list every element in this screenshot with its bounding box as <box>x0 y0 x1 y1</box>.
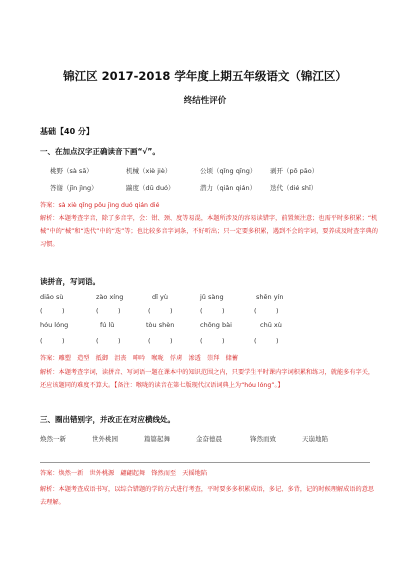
q2-heading: 读拼音，写词语。 <box>40 277 100 286</box>
q2-pinyin: zào xíng <box>96 293 124 301</box>
q1-row1-item: 机械（xiè jiè） <box>126 167 172 175</box>
q1-analysis: 解析：本题考查字音，除了多音字，会：钳、颈、度等易混，本题所涉及的容易读错字，前置须注意；也需平时多积累；“机械”中的“械”和“迭代”中的“迭”等；也比较多音字词条，不好听出；只一定要多积累，遇到不会的字词，要养成及时查字典的习惯。 <box>40 215 378 248</box>
q3-word: 世外桃园 <box>92 435 118 443</box>
answer-blank: ( ) <box>254 337 279 345</box>
q3-analysis: 解析：本题考查成语书写，以综合错题的学的方式进行考查，平时要多多积累成语，多记、多背，记的时候理解成语的意思去理解。 <box>40 486 375 506</box>
q2-answer: 答案：雕塑 造型 抵御 沮丧 呻吟 喉咙 俘虏 渗透 崇拜 储蓄 <box>40 355 238 362</box>
q3-word: 天崩地陷 <box>302 435 328 443</box>
answer-blank: ( ) <box>148 307 173 315</box>
answer-line <box>40 462 370 463</box>
q3-word: 焕然一新 <box>40 435 66 443</box>
q2-pinyin: fú lǔ <box>100 321 115 329</box>
answer-blank: ( ) <box>40 337 65 345</box>
q1-row2-item: 潜力（qiǎn qián） <box>200 184 257 192</box>
q2-pinyin: hóu lóng <box>40 321 69 329</box>
document-title: 锦江区 2017-2018 学年度上期五年级语文（锦江区） <box>63 69 347 83</box>
q3-word: 金奋德晨 <box>196 435 222 443</box>
answer-blank: ( ) <box>200 337 225 345</box>
q3-word: 锋然而致 <box>250 435 276 443</box>
q1-answer: 答案：sà xiè qǐng pōu jìng duó qián dié <box>40 202 160 209</box>
q2-pinyin: jǔ sàng <box>200 293 224 301</box>
q1-row1-item: 桃野（sà sā） <box>50 167 93 175</box>
document-subtitle: 终结性评价 <box>183 96 227 106</box>
q2-pinyin: tòu shèn <box>146 321 175 329</box>
answer-blank: ( ) <box>148 337 173 345</box>
q1-row2-item: 踹度（dū duó） <box>126 184 175 192</box>
answer-blank: ( ) <box>96 337 121 345</box>
q2-pinyin: diāo sù <box>40 293 64 301</box>
q2-analysis: 解析：本题考查字词，读拼音、写词语一题在课本中的知识范围之内，只要学生平时课内字词积累和练习，就能多有字关，还应该题同的难度不算大。【备注：喉咙的读音在第七版现代汉语词典上为“hóu lóng”。】 <box>40 369 375 389</box>
answer-blank: ( ) <box>96 307 121 315</box>
q2-pinyin: shēn yín <box>256 293 284 301</box>
q2-pinyin: dǐ yù <box>152 293 168 301</box>
q2-pinyin: chū xù <box>260 321 282 329</box>
section-label: 基础【40 分】 <box>40 127 94 136</box>
answer-blank: ( ) <box>200 307 225 315</box>
answer-blank: ( ) <box>254 307 279 315</box>
q1-row2-item: 迭代（dié shī） <box>270 184 318 192</box>
q1-row1-item: 公顷（qǐng qīng） <box>200 167 257 175</box>
q3-heading: 三、圈出错别字，并改正在对应横线处。 <box>40 415 175 424</box>
q1-heading: 一、在加点汉字正确读音下画“√”。 <box>40 147 160 156</box>
q1-row2-item: 答谢（jīn jìng） <box>50 184 98 192</box>
q3-word: 篇篇起舞 <box>144 435 170 443</box>
q3-answer: 答案：焕然一新 世外桃源 翩翩起舞 锋然而至 天摇地陷 <box>40 470 208 477</box>
q2-pinyin: chōng bài <box>200 321 232 329</box>
q1-row1-item: 剥开（pō pāo） <box>270 167 319 175</box>
answer-blank: ( ) <box>40 307 65 315</box>
